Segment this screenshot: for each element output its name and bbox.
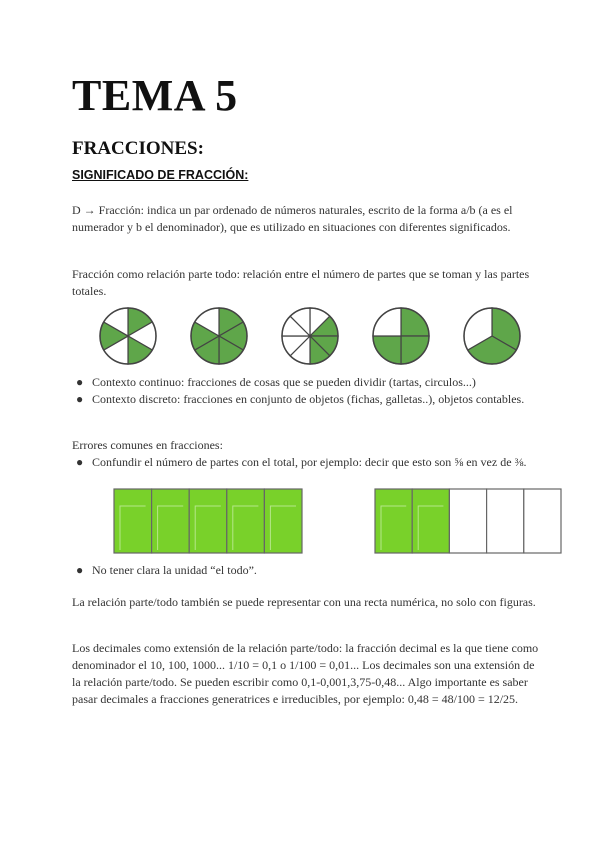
errores-heading: Errores comunes en fracciones:	[72, 438, 223, 452]
error-item-1: ● Confundir el número de partes con el total, por ejemplo: decir que esto son ⅝ en vez de ⅜.	[76, 455, 527, 469]
bar-cell	[524, 489, 561, 553]
error-item-2: ● No tener clara la unidad “el todo”.	[76, 563, 257, 577]
subsection-heading: SIGNIFICADO DE FRACCIÓN:	[72, 168, 249, 182]
fraction-circle-5	[462, 306, 522, 366]
bullet-icon: ●	[76, 392, 84, 406]
section-heading: FRACCIONES:	[72, 138, 204, 159]
definition-paragraph: D → Fracción: indica un par ordenado de números naturales, escrito de la forma a/b (a es el numerador y b el denominador), que es utilizado en situaciones con diferentes significados.	[72, 203, 513, 234]
decimales-paragraph: Los decimales como extensión de la relación parte/todo: la fracción decimal es la que tiene como denominador el 10, 100, 1000... 1/10 = 0,1 o 1/100 = 0,01... Los decimales son una extensión de la relación parte/todo. Se pueden escribir como 0,1-0,001,3,75-0,48... Algo importante es saber pasar decimales a fracciones generatrices e irreducibles, por ejemplo: 0,48 = 48/100 = 12/25.	[72, 641, 539, 706]
parte-todo-paragraph: Fracción como relación parte todo: relación entre el número de partes que se toman y las partes totales.	[72, 267, 530, 298]
context-item-discreto: ● Contexto discreto: fracciones en conjunto de objetos (fichas, galletas..), objetos contables.	[76, 392, 525, 406]
bar-cell	[449, 489, 486, 553]
context-item-continuo: ● Contexto continuo: fracciones de cosas que se pueden dividir (tartas, circulos...)	[76, 375, 476, 389]
fraction-circle-1	[98, 306, 158, 366]
bar-model-left	[113, 488, 303, 554]
bullet-icon: ●	[76, 375, 84, 389]
page-title: TEMA 5	[72, 71, 238, 120]
bullet-icon: ●	[76, 455, 84, 469]
fraction-circle-2	[189, 306, 249, 366]
recta-paragraph: La relación parte/todo también se puede representar con una recta numérica, no solo con figuras.	[72, 595, 536, 609]
bar-model-right	[374, 488, 562, 554]
bullet-icon: ●	[76, 563, 84, 577]
fraction-circle-4	[371, 306, 431, 366]
fraction-circle-3	[280, 306, 340, 366]
bar-cell	[487, 489, 524, 553]
